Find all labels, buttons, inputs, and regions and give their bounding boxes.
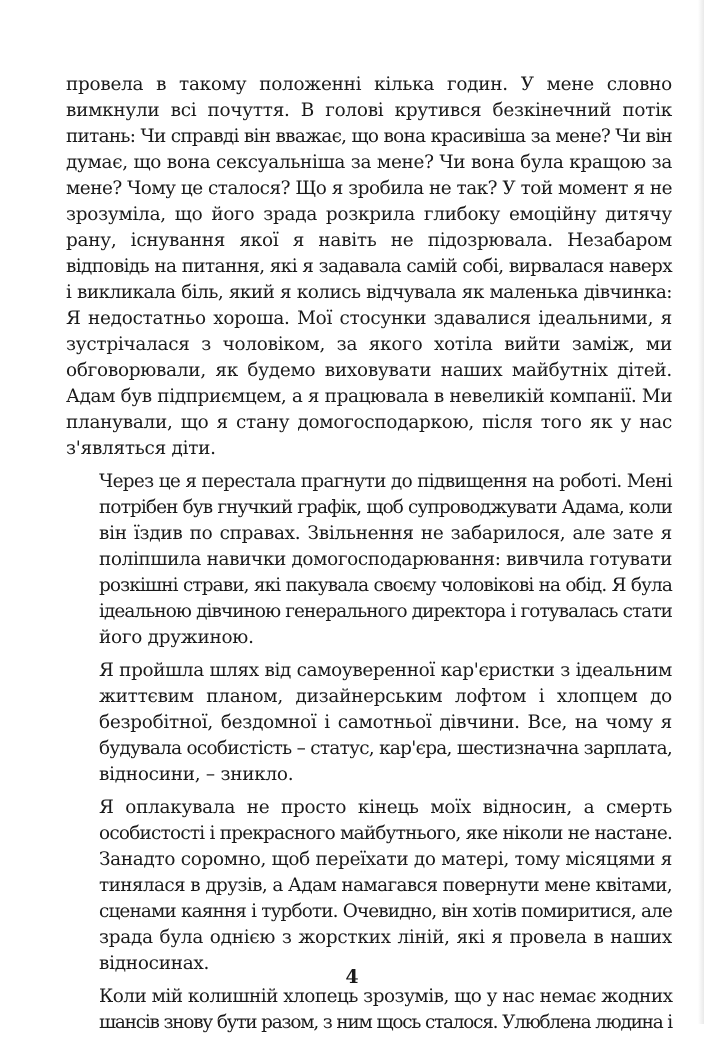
text-line: зустрічалася з чоловіком, за якого хотіла вийти заміж, ми <box>66 334 672 355</box>
text-line: Я оплакувала не просто кінець моїх відносин, а смерть <box>99 797 672 818</box>
text-line: обговорювали, як будемо виховувати наших майбутніх дітей. <box>66 360 672 381</box>
text-line: Занадто соромно, щоб переїхати до матері, тому місяцями я <box>99 849 672 870</box>
text-line: зрада була однією з жорстких ліній, які я провела в наших <box>99 927 672 948</box>
text-line: безробітної, бездомної і самотньої дівчини. Все, на чому я <box>99 712 672 733</box>
text-line: і викликала біль, який я колись відчувала як маленька дівчинка: <box>66 282 672 303</box>
text-line: життєвим планом, дизайнерським лофтом і хлопцем до <box>99 686 672 707</box>
page-number: 4 <box>345 966 359 988</box>
text-line: відносини, – зникло. <box>99 764 294 785</box>
text-line: думає, що вона сексуальніша за мене? Чи вона була кращою за <box>66 152 672 173</box>
text-line: потрібен був гнучкий графік, щоб супроводжувати Адама, коли <box>99 497 672 518</box>
text-line: мене? Чому це сталося? Що я зробила не так? У той момент я не <box>66 178 672 199</box>
paragraph <box>66 795 672 977</box>
text-line: планували, що я стану домогосподаркою, після того як у нас <box>66 412 672 433</box>
paragraph <box>66 72 672 462</box>
text-line: з'являться діти. <box>66 438 216 459</box>
text-line: розкішні страви, які пакувала своєму чоловікові на обід. Я була <box>99 575 672 596</box>
text-line: відносинах. <box>99 953 210 974</box>
text-line: зрозуміла, що його зрада розкрила глибоку емоційну дитячу <box>66 204 672 225</box>
text-line: його дружиною. <box>99 627 254 648</box>
text-line: будувала особистість – статус, кар'єра, шестизначна зарплата, <box>99 738 672 759</box>
text-line: рану, існування якої я навіть не підозрювала. Незабаром <box>66 230 672 251</box>
text-line: відповідь на питання, які я задавала самій собі, вирвалася наверх <box>66 256 672 277</box>
text-line: особистості і прекрасного майбутнього, яке ніколи не настане. <box>99 823 673 844</box>
text-line: провела в такому положенні кілька годин. У мене словно <box>66 74 672 95</box>
text-line: Я недостатньо хороша. Мої стосунки здавалися ідеальними, я <box>66 308 672 329</box>
paragraph <box>66 984 672 1036</box>
text-line: Я пройшла шлях від самоуверенної кар'єристки з ідеальним <box>99 660 672 681</box>
text-line: питань: Чи справді він вважає, що вона красивіша за мене? Чи він <box>66 126 672 147</box>
text-line: вимкнули всі почуття. В голові крутився безкінечний потік <box>66 100 672 121</box>
text-line: поліпшила навички домогосподарювання: вивчила готувати <box>99 549 672 570</box>
text-line: шансів знову бути разом, з ним щось сталося. Улюблена людина і <box>99 1012 672 1033</box>
page-edge-shadow <box>698 0 704 1024</box>
text-line: він їздив по справах. Звільнення не забарилося, але зате я <box>99 523 672 544</box>
page-body <box>66 72 672 1043</box>
text-line: Коли мій колишній хлопець зрозумів, що у нас немає жодних <box>99 986 673 1007</box>
paragraph <box>66 658 672 788</box>
text-line: ідеальною дівчиною генерального директора і готувалась стати <box>99 601 672 622</box>
text-line: Адам був підприємцем, а я працювала в невеликій компанії. Ми <box>66 386 673 407</box>
paragraph <box>66 469 672 651</box>
text-line: Через це я перестала прагнути до підвищення на роботі. Мені <box>99 471 672 492</box>
text-line: тинялася в друзів, а Адам намагався повернути мене квітами, <box>99 875 672 896</box>
text-line: сценами каяння і турботи. Очевидно, він хотів помиритися, але <box>99 901 672 922</box>
